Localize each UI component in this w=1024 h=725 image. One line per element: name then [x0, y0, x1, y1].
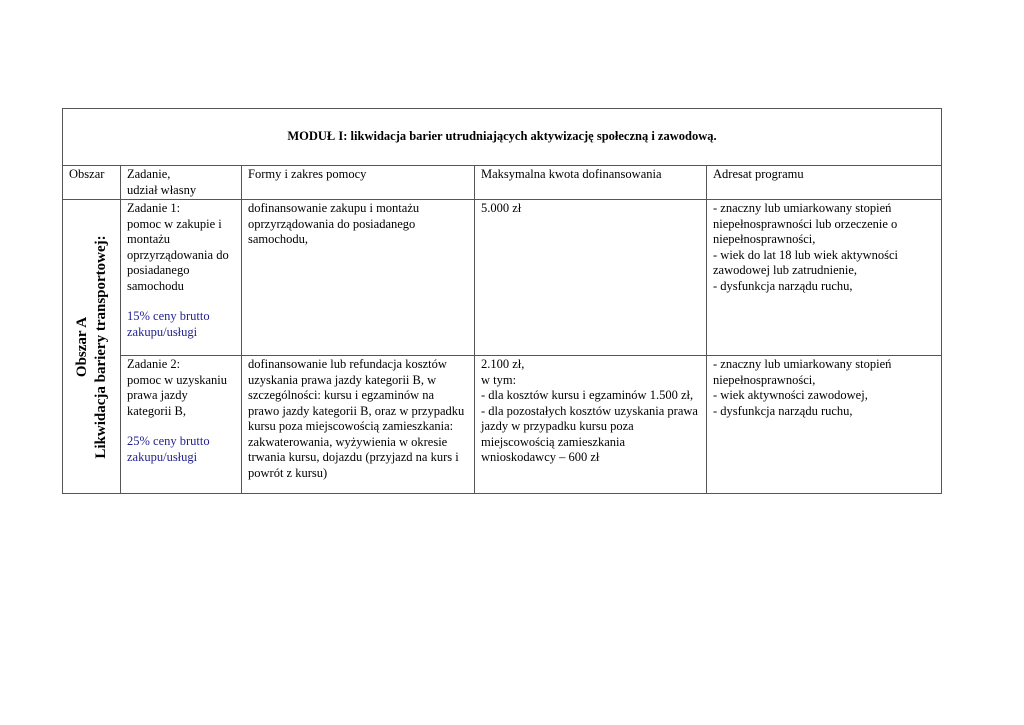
recipient-line: - znaczny lub umiarkowany stopień niepełnosprawności lub orzeczenie o niepełnosprawności, — [713, 201, 898, 246]
amount-line: w tym: — [481, 372, 517, 387]
header-task — [121, 166, 242, 200]
recipient-line: - wiek aktywności zawodowej, — [713, 388, 868, 402]
recipient-line: - znaczny lub umiarkowany stopień niepełnosprawności, — [713, 357, 892, 387]
amount-line: - dla kosztów kursu i egzaminów 1.500 zł, — [481, 388, 694, 402]
task-description: pomoc w zakupie i montażu oprzyrządowania do posiadanego samochodu — [127, 216, 229, 293]
module-title-row — [63, 109, 942, 166]
area-cell — [63, 200, 121, 494]
amount-line: 5.000 zł — [481, 201, 522, 215]
table-row — [63, 356, 942, 494]
recipient-line: - dysfunkcja narządu ruchu, — [713, 403, 853, 418]
area-label — [73, 235, 111, 458]
header-task-label: Zadanie, — [127, 167, 171, 181]
own-share: 15% ceny brutto zakupu/usługi — [127, 309, 210, 339]
module-table — [62, 108, 942, 494]
task-cell — [121, 356, 242, 494]
header-max-amount: Maksymalna kwota dofinansowania — [475, 166, 707, 200]
task-description: pomoc w uzyskaniu prawa jazdy kategorii B, — [127, 372, 227, 418]
forms-cell: dofinansowanie lub refundacja kosztów uzyskania prawa jazdy kategorii B, w szczególności: kursu i egzaminów na prawo jazdy kategorii B, oraz w przypadku kursu poza miejscowością zamieszkania: zakwaterowania, wyżywienia w okresie trwania kursu, dojazdu (przyjazd na kurs i powrót z kursu) — [242, 356, 475, 494]
task-title: Zadanie 1: — [127, 201, 181, 215]
module-title: MODUŁ I: likwidacja barier utrudniających aktywizację społeczną i zawodową. — [63, 109, 942, 166]
amount-cell — [475, 356, 707, 494]
area-name: Obszar A — [73, 316, 90, 377]
own-share: 25% ceny brutto zakupu/usługi — [127, 434, 210, 464]
header-task-share: udział własny — [127, 182, 197, 197]
task-cell — [121, 200, 242, 356]
header-recipient: Adresat programu — [707, 166, 942, 200]
area-description: Likwidacja bariery transportowej: — [92, 234, 109, 459]
recipient-cell — [707, 200, 942, 356]
recipient-cell — [707, 356, 942, 494]
amount-line: 2.100 zł, — [481, 357, 525, 371]
task-title: Zadanie 2: — [127, 357, 181, 371]
table-row — [63, 200, 942, 356]
amount-cell — [475, 200, 707, 356]
amount-line: - dla pozostałych kosztów uzyskania prawa jazdy w przypadku kursu poza miejscowością zamieszkania wnioskodawcy – 600 zł — [481, 403, 698, 464]
header-forms: Formy i zakres pomocy — [242, 166, 475, 200]
forms-cell: dofinansowanie zakupu i montażu oprzyrządowania do posiadanego samochodu, — [242, 200, 475, 356]
header-area: Obszar — [63, 166, 121, 200]
recipient-line: - wiek do lat 18 lub wiek aktywności zawodowej lub zatrudnienie, — [713, 247, 899, 277]
recipient-line: - dysfunkcja narządu ruchu, — [713, 278, 853, 293]
header-row — [63, 166, 942, 200]
